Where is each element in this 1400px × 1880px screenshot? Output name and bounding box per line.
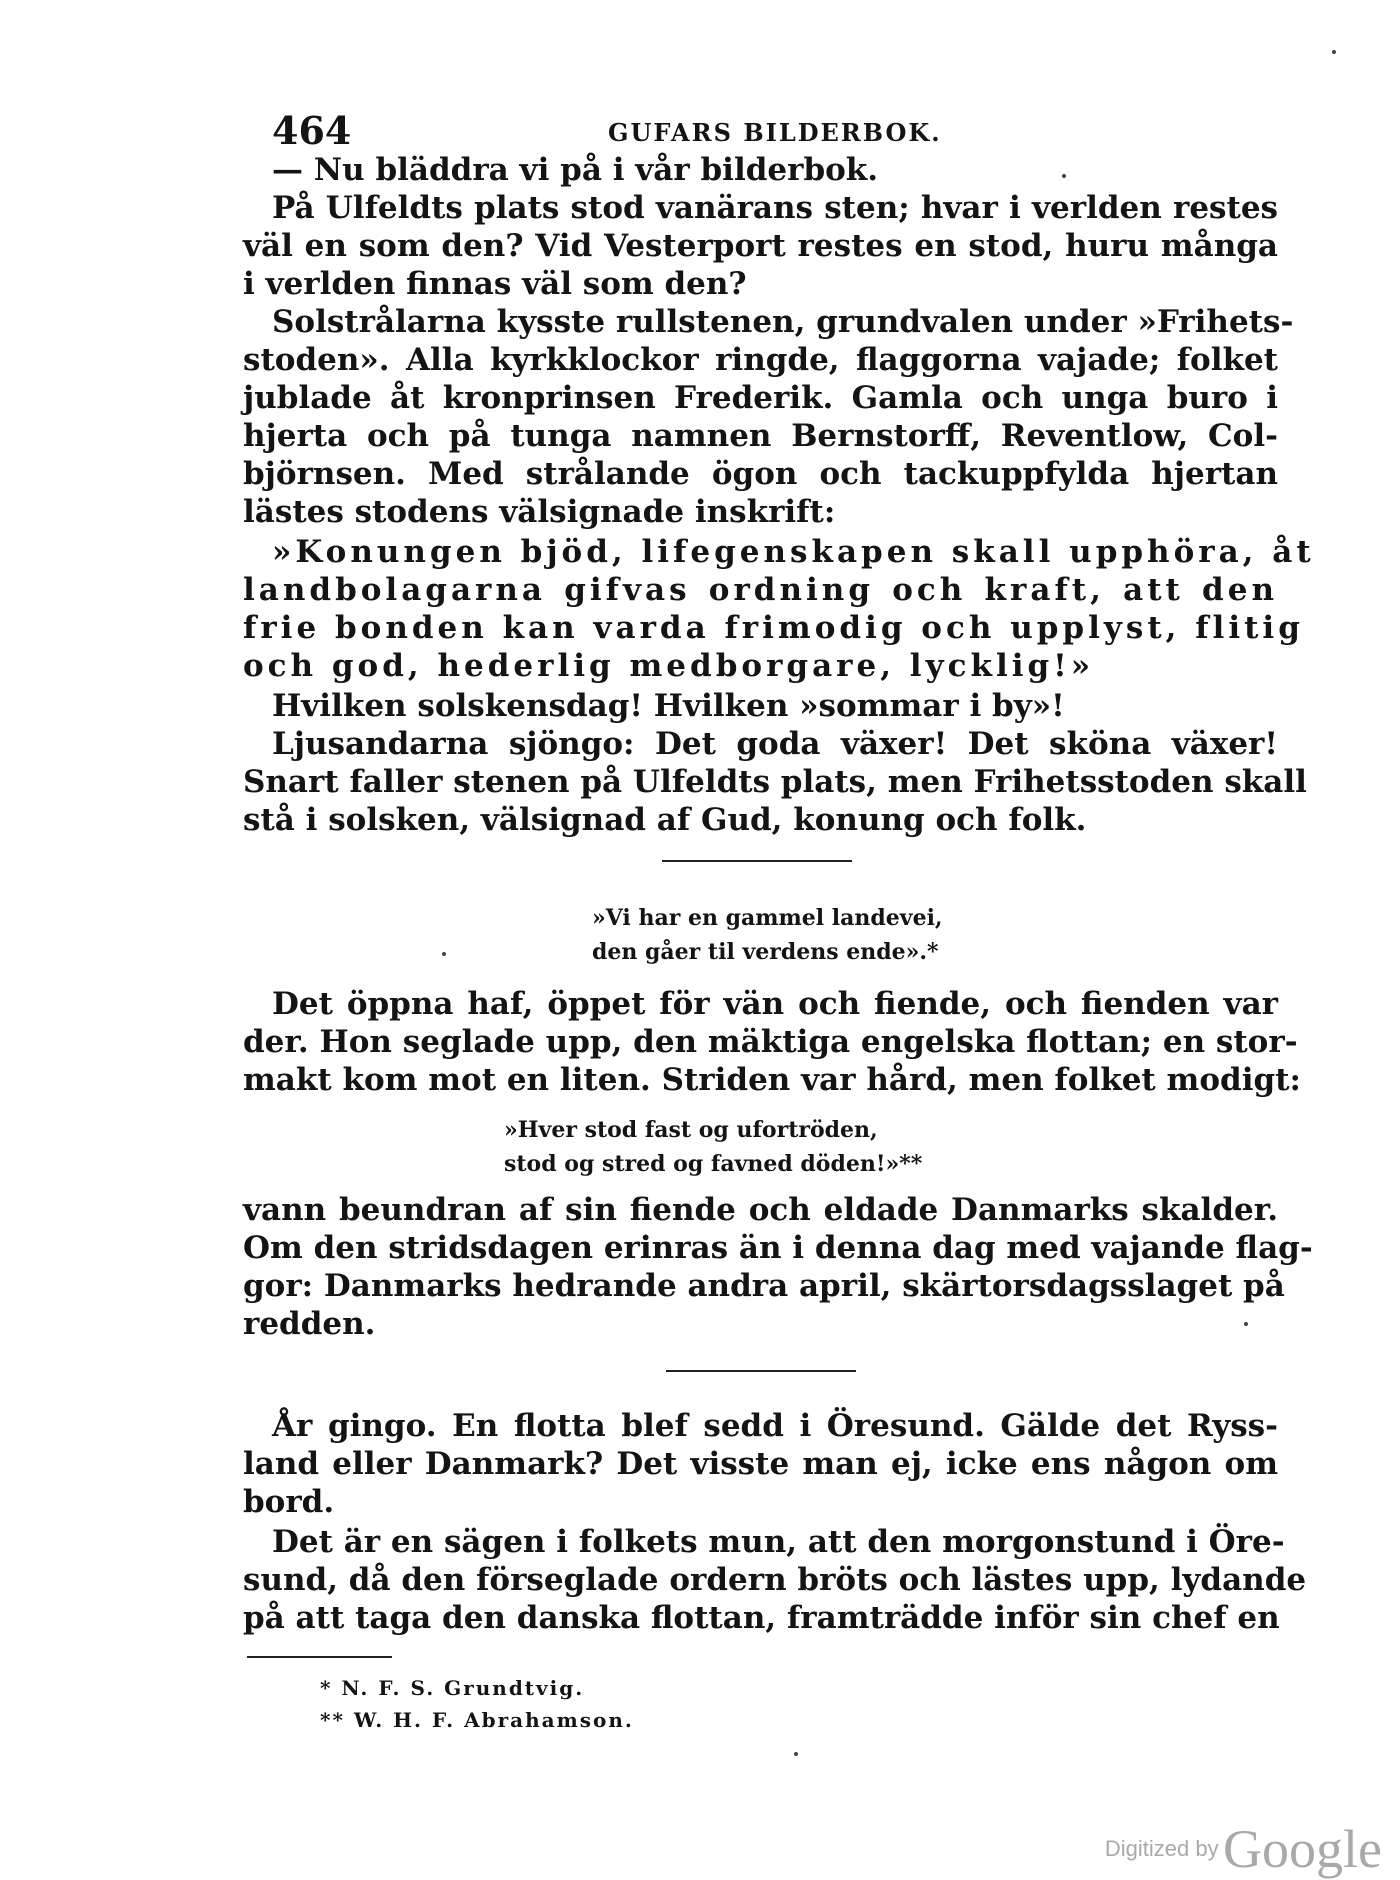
- watermark-prefix: Digitized by: [1104, 1836, 1219, 1861]
- text-line: lästes stodens välsignade inskrift:: [243, 494, 836, 530]
- text-line: Solstrålarna kysste rullstenen, grundvalen under »Frihets-: [272, 304, 1294, 340]
- text-line: der. Hon seglade upp, den mäktiga engelska flottan; en stor-: [243, 1024, 1298, 1060]
- footnote: ** W. H. F. Abrahamson.: [320, 1708, 634, 1732]
- text-line: Om den stridsdagen erinras än i denna dag med vajande flag-: [243, 1230, 1313, 1266]
- text-line: hjerta och på tunga namnen Bernstorff, Reventlow, Col-: [243, 418, 1278, 454]
- text-line: jublade åt kronprinsen Frederik. Gamla och unga buro i: [243, 380, 1278, 416]
- watermark-brand: Google: [1223, 1819, 1382, 1879]
- text-line: land eller Danmark? Det visste man ej, icke ens någon om: [243, 1446, 1278, 1482]
- text-line: på att taga den danska flottan, framträdde inför sin chef en: [243, 1600, 1280, 1636]
- text-line: Det öppna haf, öppet för vän och fiende, och fienden var: [272, 986, 1278, 1022]
- inscription-line: landbolagarna gifvas ordning och kraft, att den: [243, 572, 1278, 608]
- text-line: bord.: [243, 1484, 335, 1520]
- text-line: makt kom mot en liten. Striden var hård, men folket modigt:: [243, 1062, 1301, 1098]
- verse-line: stod og stred og favned döden!»**: [504, 1151, 923, 1177]
- page-number: 464: [272, 108, 352, 153]
- text-line: Snart faller stenen på Ulfeldts plats, men Frihetsstoden skall: [243, 764, 1307, 800]
- inscription-line: frie bonden kan varda frimodig och upplyst, flitig: [243, 610, 1304, 646]
- section-divider: [662, 860, 852, 862]
- text-line: gor: Danmarks hedrande andra april, skärtorsdagsslaget på: [243, 1268, 1285, 1304]
- print-speck: [794, 1752, 798, 1756]
- inscription-line: »Konungen bjöd, lifegenskapen skall upphöra, åt: [272, 534, 1315, 570]
- text-line: redden.: [243, 1306, 376, 1342]
- text-line: björnsen. Med strålande ögon och tackuppfylda hjertan: [243, 456, 1278, 492]
- section-divider: [666, 1370, 856, 1372]
- verse-line: »Hver stod fast og ufortröden,: [504, 1117, 878, 1143]
- print-speck: [1332, 50, 1336, 54]
- text-line: — Nu bläddra vi på i vår bilderbok.: [272, 152, 879, 188]
- text-line: stoden». Alla kyrkklockor ringde, flaggorna vajade; folket: [243, 342, 1278, 378]
- text-line: i verlden finnas väl som den?: [243, 266, 747, 302]
- text-line: stå i solsken, välsignad af Gud, konung och folk.: [243, 802, 1087, 838]
- text-line: vann beundran af sin fiende och eldade Danmarks skalder.: [243, 1192, 1278, 1228]
- running-head: GUFARS BILDERBOK.: [608, 118, 942, 147]
- text-line: Det är en sägen i folkets mun, att den morgonstund i Öre-: [272, 1524, 1285, 1560]
- text-line: År gingo. En flotta blef sedd i Öresund. Gälde det Ryss-: [272, 1408, 1278, 1444]
- digitized-watermark: [1105, 1818, 1382, 1880]
- verse-line: »Vi har en gammel landevei,: [592, 905, 943, 931]
- print-speck: [1244, 1322, 1248, 1326]
- text-line: Ljusandarna sjöngo: Det goda växer! Det sköna växer!: [272, 726, 1278, 762]
- page-header: [272, 108, 1292, 152]
- text-line: På Ulfeldts plats stod vanärans sten; hvar i verlden restes: [272, 190, 1278, 226]
- verse-line: den gåer til verdens ende».*: [592, 939, 939, 965]
- inscription-line: och god, hederlig medborgare, lycklig!»: [243, 648, 1095, 684]
- footnote-rule: [247, 1656, 392, 1658]
- footnote: * N. F. S. Grundtvig.: [320, 1676, 585, 1700]
- print-speck: [442, 952, 446, 956]
- print-speck: [1062, 174, 1066, 178]
- text-line: väl en som den? Vid Vesterport restes en stod, huru många: [243, 228, 1278, 264]
- text-line: Hvilken solskensdag! Hvilken »sommar i by»!: [272, 688, 1065, 724]
- text-line: sund, då den förseglade ordern bröts och lästes upp, lydande: [243, 1562, 1307, 1598]
